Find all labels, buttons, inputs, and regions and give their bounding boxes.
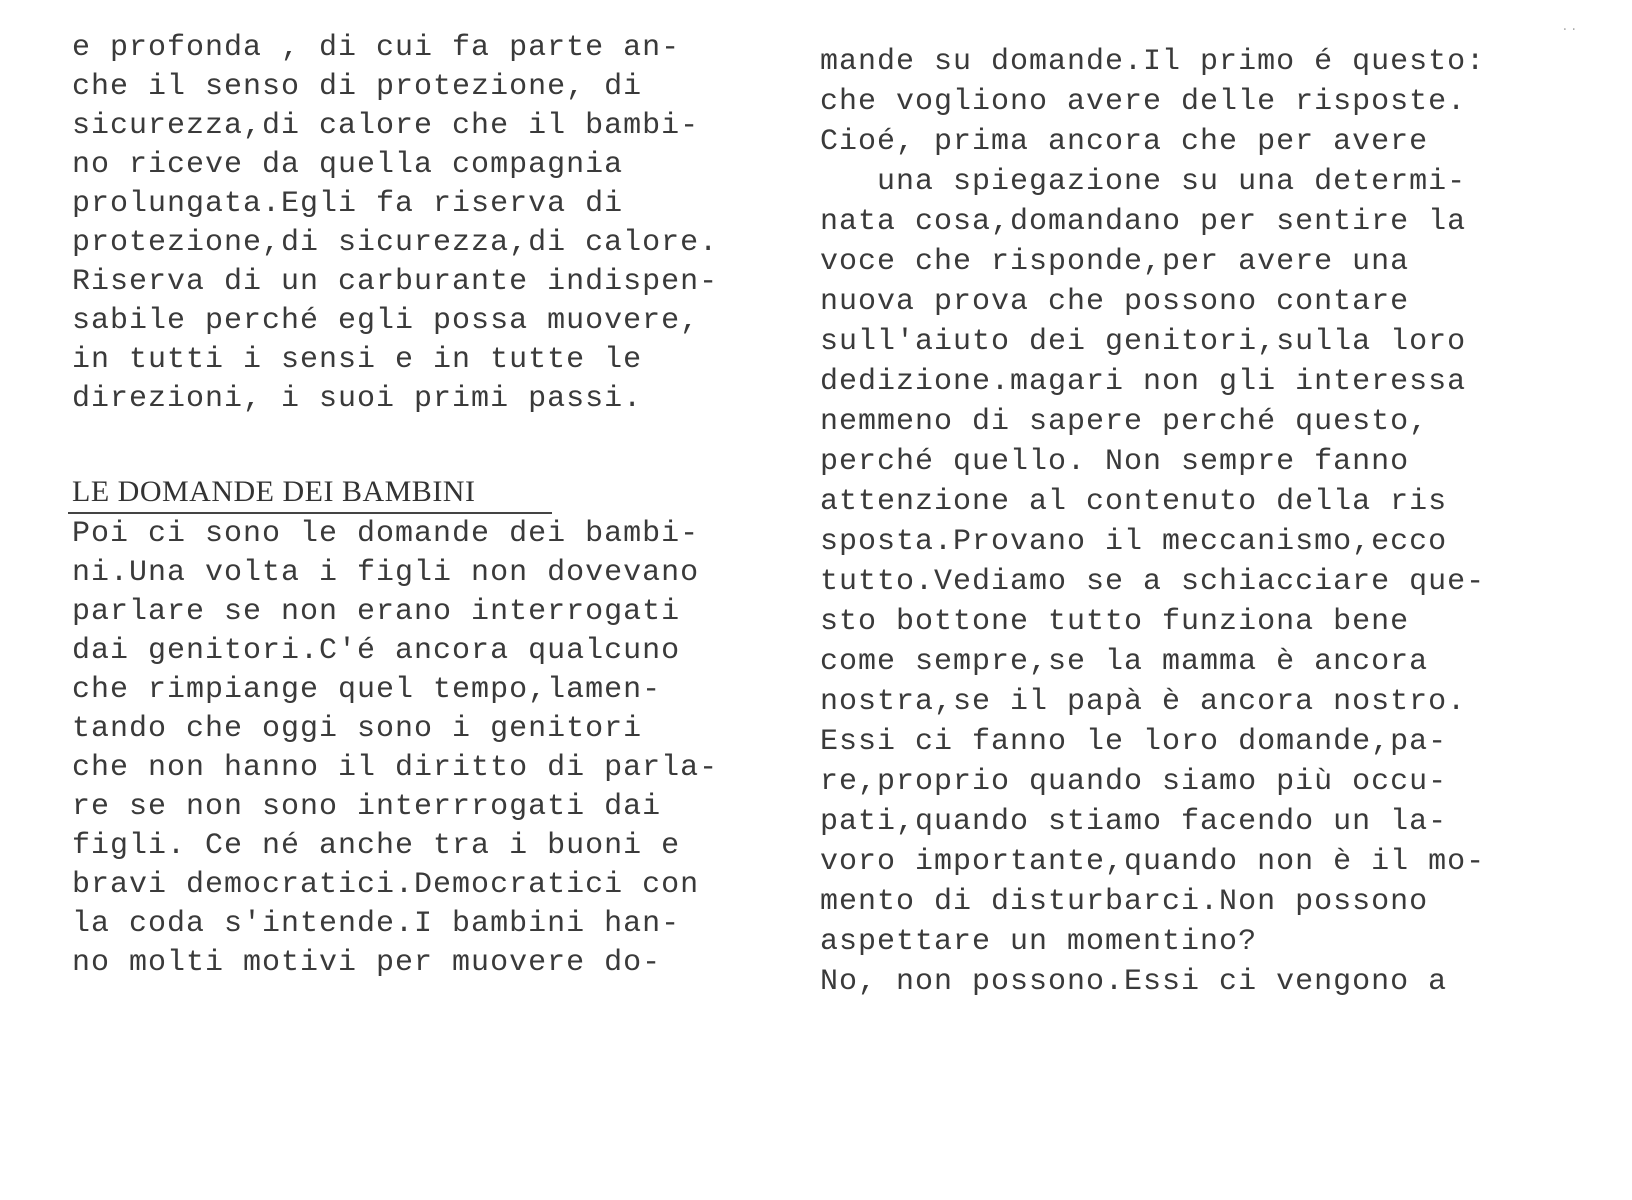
text-line: sicurezza,di calore che il bambi- [72, 109, 700, 143]
text-line: come sempre,se la mamma è ancora [820, 645, 1429, 679]
text-line: Poi ci sono le domande dei bambi- [72, 517, 700, 551]
text-line: protezione,di sicurezza,di calore. [72, 226, 719, 260]
text-line: la coda s'intende.I bambini han- [72, 907, 681, 941]
text-line: mande su domande.Il primo é questo: [820, 45, 1486, 79]
left-intro-block [72, 31, 792, 476]
text-line: sposta.Provano il meccanismo,ecco [820, 525, 1448, 559]
text-line: e profonda , di cui fa parte an- [72, 31, 681, 65]
text-line: prolungata.Egli fa riserva di [72, 187, 624, 221]
text-line: no riceve da quella compagnia [72, 148, 624, 182]
text-line: sabile perché egli possa muovere, [72, 304, 700, 338]
text-line: re se non sono interrrogati dai [72, 790, 662, 824]
left-column [72, 0, 792, 1200]
text-line: Cioé, prima ancora che per avere [820, 125, 1429, 159]
text-line: aspettare un momentino? [820, 925, 1258, 959]
text-line: sto bottone tutto funziona bene [820, 605, 1410, 639]
text-line: re,proprio quando siamo più occu- [820, 765, 1448, 799]
text-line: pati,quando stiamo facendo un la- [820, 805, 1448, 839]
text-line: Riserva di un carburante indispen- [72, 265, 719, 299]
text-line: che non hanno il diritto di parla- [72, 751, 719, 785]
text-line: nemmeno di sapere perché questo, [820, 405, 1429, 439]
text-line: No, non possono.Essi ci vengono a [820, 965, 1448, 999]
scan-speck: · · [1562, 22, 1576, 38]
text-line: che vogliono avere delle risposte. [820, 85, 1467, 119]
text-line: che il senso di protezione, di [72, 70, 643, 104]
text-line: dedizione.magari non gli interessa [820, 365, 1467, 399]
text-line: una spiegazione su una determi- [820, 165, 1467, 199]
text-line: tutto.Vediamo se a schiacciare que- [820, 565, 1486, 599]
section-heading: LE DOMANDE DEI BAMBINI [72, 475, 476, 508]
text-line: dai genitori.C'é ancora qualcuno [72, 634, 681, 668]
text-line: in tutti i sensi e in tutte le [72, 343, 643, 377]
left-body-block [72, 517, 792, 1156]
text-line: attenzione al contenuto della ris [820, 485, 1448, 519]
text-line: nata cosa,domandano per sentire la [820, 205, 1467, 239]
text-line: ni.Una volta i figli non dovevano [72, 556, 700, 590]
text-line: figli. Ce né anche tra i buoni e [72, 829, 681, 863]
right-column [820, 0, 1580, 999]
text-line: bravi democratici.Democratici con [72, 868, 700, 902]
text-line: voce che risponde,per avere una [820, 245, 1410, 279]
text-line: sull'aiuto dei genitori,sulla loro [820, 325, 1467, 359]
text-line: parlare se non erano interrogati [72, 595, 681, 629]
text-line: tando che oggi sono i genitori [72, 712, 643, 746]
text-line: nostra,se il papà è ancora nostro. [820, 685, 1467, 719]
text-line: no molti motivi per muovere do- [72, 946, 662, 980]
text-line: voro importante,quando non è il mo- [820, 845, 1486, 879]
text-line: mento di disturbarci.Non possono [820, 885, 1429, 919]
text-line: Essi ci fanno le loro domande,pa- [820, 725, 1448, 759]
text-line: nuova prova che possono contare [820, 285, 1410, 319]
text-line: direzioni, i suoi primi passi. [72, 382, 643, 416]
text-line: che rimpiange quel tempo,lamen- [72, 673, 662, 707]
text-line: perché quello. Non sempre fanno [820, 445, 1410, 479]
